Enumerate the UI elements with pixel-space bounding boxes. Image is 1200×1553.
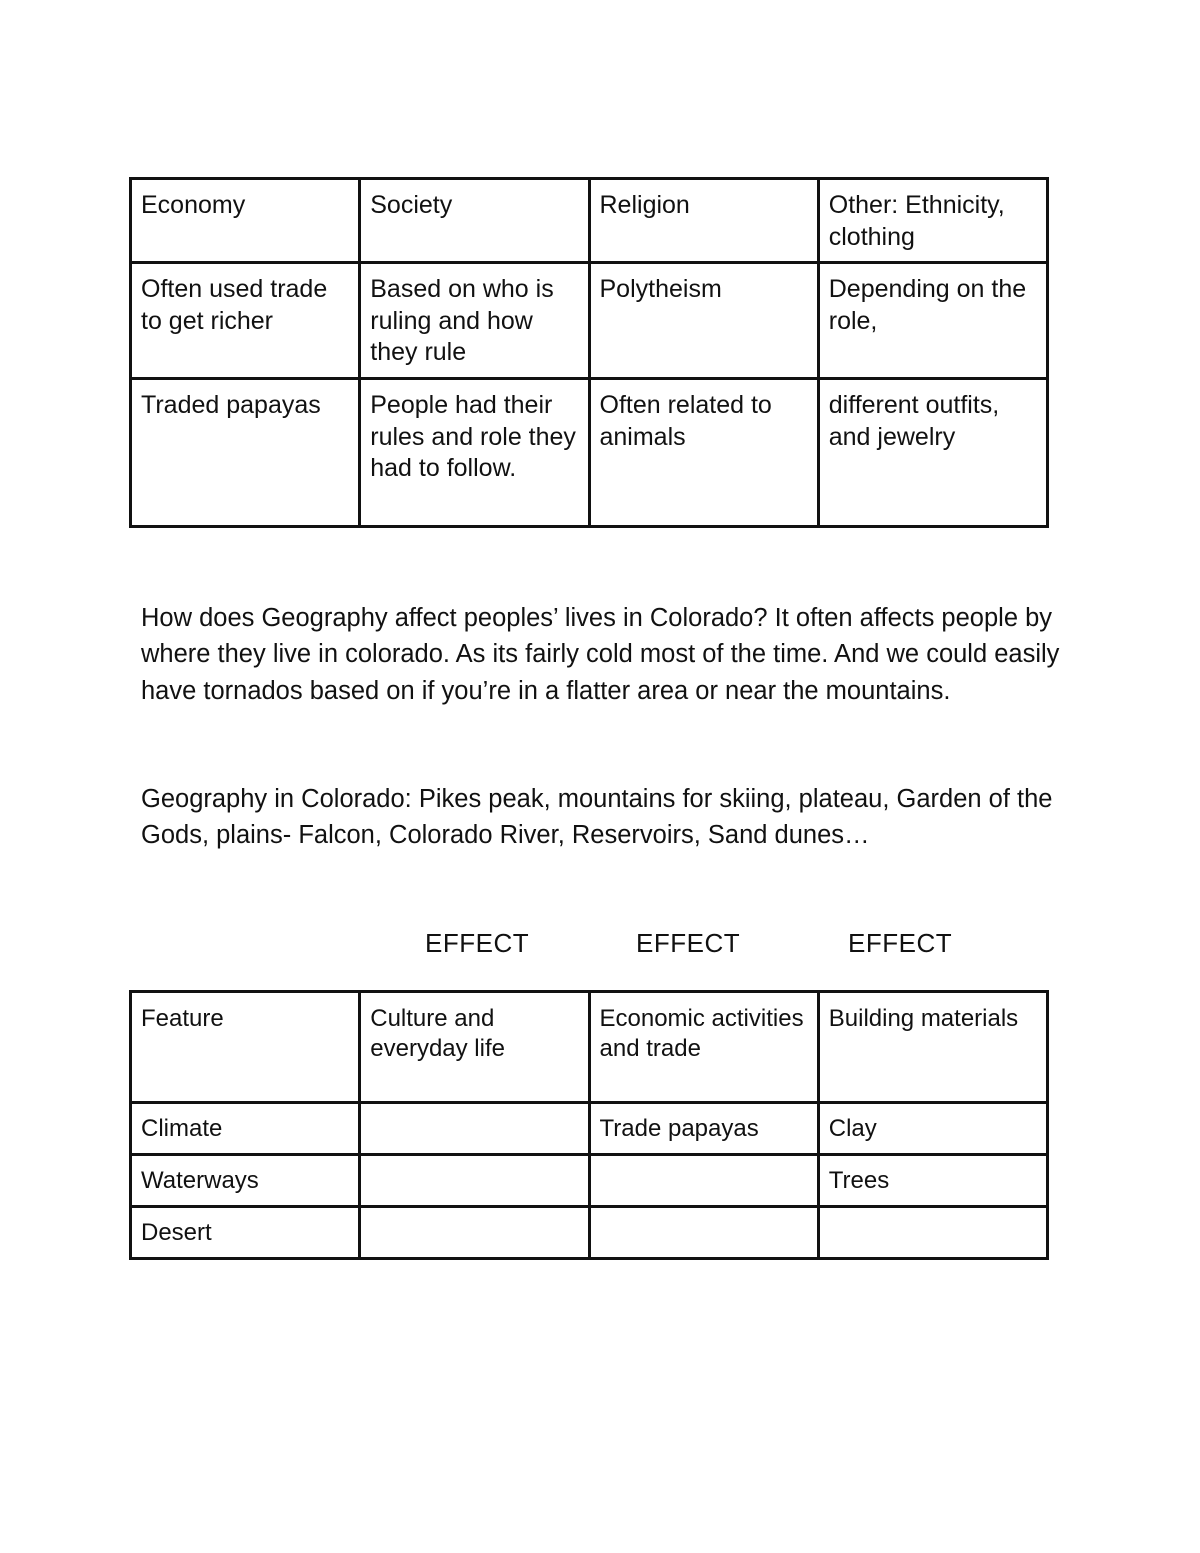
geography-question-paragraph: How does Geography affect peoples’ lives in Colorado? It often affects people by where they live in colorado. As its fairly cold most of the time. And we could easily have tornados based on if you’re in a flatter area or near the mountains. bbox=[141, 604, 1060, 705]
effect-label: EFFECT bbox=[425, 928, 530, 958]
table-cell: Other: Ethnicity, clothing bbox=[818, 179, 1047, 263]
table-cell: Economy bbox=[131, 179, 360, 263]
table-cell bbox=[360, 1103, 589, 1155]
table-cell bbox=[360, 1207, 589, 1259]
effect-label: EFFECT bbox=[848, 928, 953, 958]
table-cell: Feature bbox=[131, 992, 360, 1103]
table-cell: Building materials bbox=[818, 992, 1047, 1103]
table-cell: Often related to animals bbox=[589, 379, 818, 527]
table-row bbox=[131, 179, 1048, 263]
table-cell bbox=[589, 1207, 818, 1259]
table-cell: Clay bbox=[818, 1103, 1047, 1155]
table-cell: People had their rules and role they had to follow. bbox=[360, 379, 589, 527]
table-cell bbox=[818, 1207, 1047, 1259]
characteristics-table bbox=[129, 177, 1049, 528]
table-cell: Climate bbox=[131, 1103, 360, 1155]
table-row bbox=[131, 992, 1048, 1103]
table-cell: Trade papayas bbox=[589, 1103, 818, 1155]
geography-list-paragraph: Geography in Colorado: Pikes peak, mountains for skiing, plateau, Garden of the Gods, plains- Falcon, Colorado River, Reservoirs, Sand dunes… bbox=[141, 785, 1053, 850]
table-cell: Waterways bbox=[131, 1155, 360, 1207]
table-cell: Culture and everyday life bbox=[360, 992, 589, 1103]
table-row bbox=[131, 1103, 1048, 1155]
table-cell bbox=[589, 1155, 818, 1207]
table-cell: Economic activities and trade bbox=[589, 992, 818, 1103]
table-cell bbox=[360, 1155, 589, 1207]
effect-label: EFFECT bbox=[636, 928, 741, 958]
table-cell: different outfits, and jewelry bbox=[818, 379, 1047, 527]
table-row bbox=[131, 1155, 1048, 1207]
table-cell: Traded papayas bbox=[131, 379, 360, 527]
table-cell: Depending on the role, bbox=[818, 263, 1047, 379]
geography-effect-table bbox=[129, 990, 1049, 1260]
table-cell: Trees bbox=[818, 1155, 1047, 1207]
table-cell: Polytheism bbox=[589, 263, 818, 379]
table-cell: Desert bbox=[131, 1207, 360, 1259]
table-row bbox=[131, 1207, 1048, 1259]
table-cell: Society bbox=[360, 179, 589, 263]
table-cell: Religion bbox=[589, 179, 818, 263]
table-cell: Often used trade to get richer bbox=[131, 263, 360, 379]
table-cell: Based on who is ruling and how they rule bbox=[360, 263, 589, 379]
table-row bbox=[131, 379, 1048, 527]
table-row bbox=[131, 263, 1048, 379]
